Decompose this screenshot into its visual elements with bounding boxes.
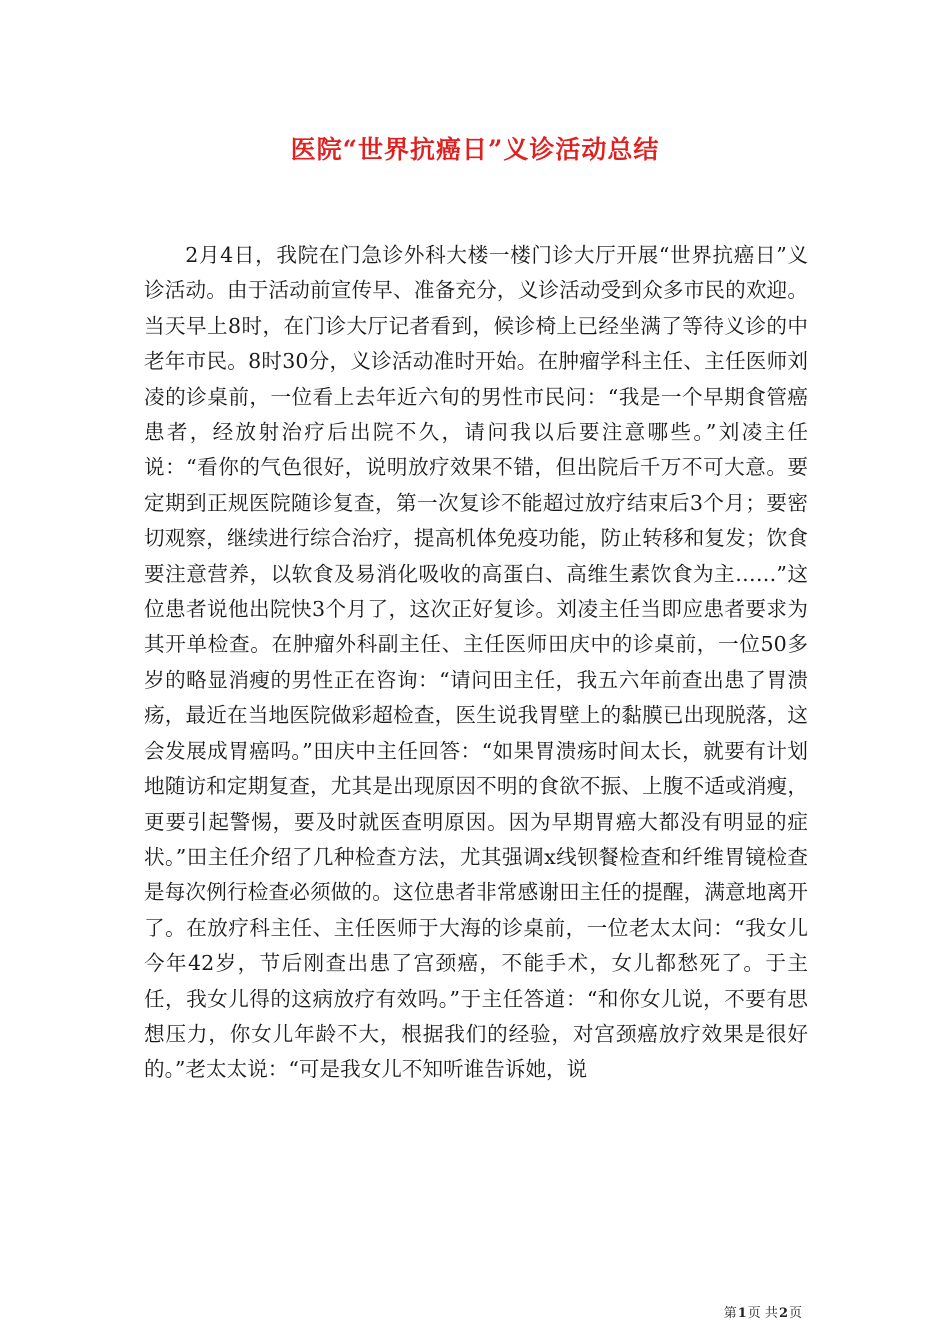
footer-suffix: 页 bbox=[788, 1306, 802, 1321]
body-paragraph: 2月4日，我院在门急诊外科大楼一楼门诊大厅开展“世界抗癌日”义诊活动。由于活动前宣传早、准备充分，义诊活动受到众多市民的欢迎。当天早上8时，在门诊大厅记者看到，候诊椅上已经坐满了等待义诊的中老年市民。8时30分，义诊活动准时开始。在肿瘤学科主任、主任医师刘凌的诊桌前，一位看上去年近六旬的男性市民问：“我是一个早期食管癌患者，经放射治疗后出院不久，请问我以后要注意哪些。”刘凌主任说：“看你的气色很好，说明放疗效果不错，但出院后千万不可大意。要定期到正规医院随诊复查，第一次复诊不能超过放疗结束后3个月；要密切观察，继续进行综合治疗，提高机体免疫功能，防止转移和复发；饮食要注意营养，以软食及易消化吸收的高蛋白、高维生素饮食为主……”这位患者说他出院快3个月了，这次正好复诊。刘凌主任当即应患者要求为其开单检查。在肿瘤外科副主任、主任医师田庆中的诊桌前，一位50多岁的略显消瘦的男性正在咨询：“请问田主任，我五六年前查出患了胃溃疡，最近在当地医院做彩超检查，医生说我胃壁上的黏膜已出现脱落，这会发展成胃癌吗。”田庆中主任回答：“如果胃溃疡时间太长，就要有计划地随访和定期复查，尤其是出现原因不明的食欲不振、上腹不适或消瘦，更要引起警惕，要及时就医查明原因。因为早期胃癌大都没有明显的症状。”田主任介绍了几种检查方法，尤其强调x线钡餐检查和纤维胃镜检查是每次例行检查必须做的。这位患者非常感谢田主任的提醒，满意地离开了。在放疗科主任、主任医师于大海的诊桌前，一位老太太问：“我女儿今年42岁，节后刚查出患了宫颈癌，不能手术，女儿都愁死了。于主任，我女儿得的这病放疗有效吗。”于主任答道：“和你女儿说，不要有思想压力，你女儿年龄不大，根据我们的经验，对宫颈癌放疗效果是很好的。”老太太说：“可是我女儿不知听谁告诉她，说 bbox=[144, 243, 808, 1082]
current-page-number: 1 bbox=[737, 1306, 747, 1321]
total-page-count: 2 bbox=[778, 1306, 788, 1321]
footer-middle: 页 共 bbox=[747, 1306, 778, 1321]
footer-prefix: 第 bbox=[723, 1306, 737, 1321]
page-footer bbox=[724, 1302, 802, 1321]
document-title: 医院“世界抗癌日”义诊活动总结 bbox=[290, 135, 660, 164]
